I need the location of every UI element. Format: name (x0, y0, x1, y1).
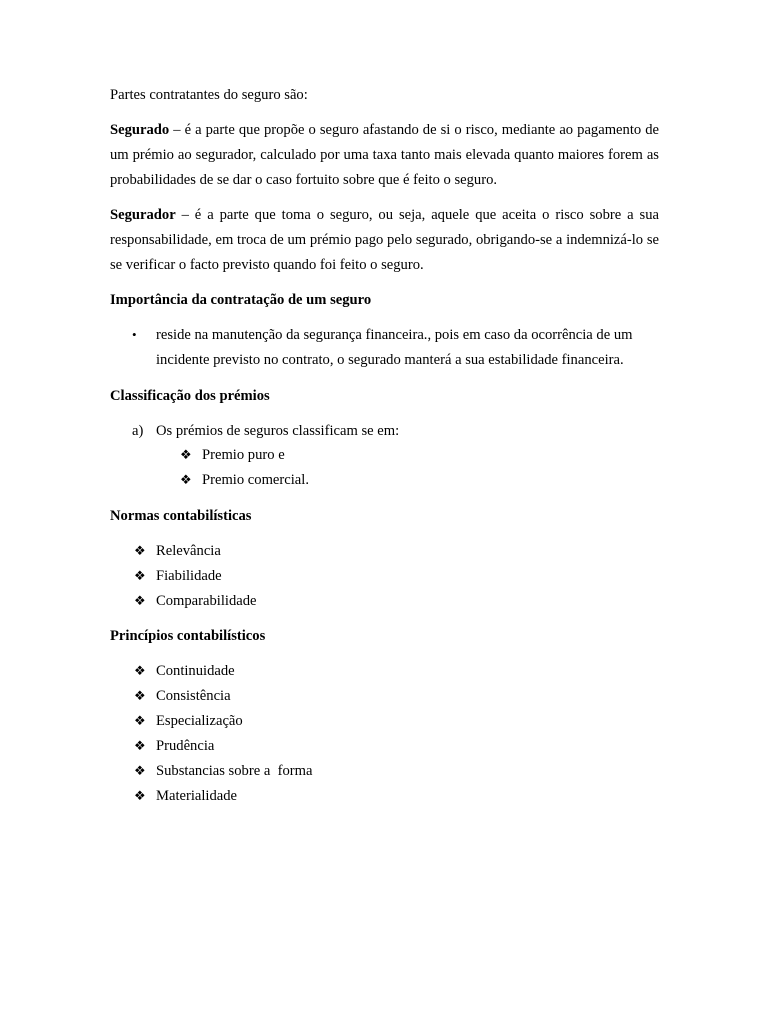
importancia-bullet-line-1: reside na manutenção da segurança financeira., pois em caso da ocorrência de um (156, 327, 633, 343)
segurado-term: Segurado (110, 122, 170, 138)
segurado-text: – é a parte que propõe o seguro afastando de si o risco, mediante ao pagamento de um prémio ao segurador, calculado por uma taxa tanto mais elevada quanto maiores forem as probabilidades de se dar o caso fortuito sobre que é feito o seguro. (110, 122, 659, 188)
diamond-bullet-icon: ❖ (134, 663, 146, 678)
segurado-paragraph (110, 118, 659, 193)
principios-item: Consistência (156, 688, 231, 704)
list-marker-a: a) (132, 423, 144, 439)
principios-item: Continuidade (156, 663, 235, 679)
diamond-bullet-icon: ❖ (180, 472, 192, 487)
normas-heading: Normas contabilísticas (110, 508, 252, 524)
normas-item: Comparabilidade (156, 593, 257, 609)
diamond-bullet-icon: ❖ (134, 688, 146, 703)
principios-item: Prudência (156, 738, 215, 754)
diamond-bullet-icon: ❖ (180, 447, 192, 462)
diamond-bullet-icon: ❖ (134, 763, 146, 778)
classificacao-item: Os prémios de seguros classificam se em: (156, 423, 400, 439)
diamond-bullet-icon: ❖ (134, 593, 146, 608)
diamond-bullet-icon: ❖ (134, 543, 146, 558)
principios-item: Materialidade (156, 788, 238, 804)
classificacao-subitem: Premio comercial. (202, 472, 309, 488)
diamond-bullet-icon: ❖ (134, 568, 146, 583)
diamond-bullet-icon: ❖ (134, 788, 146, 803)
classificacao-heading: Classificação dos prémios (110, 388, 270, 404)
bullet-dot-icon: • (132, 327, 137, 342)
segurador-text: – é a parte que toma o seguro, ou seja, aquele que aceita o risco sobre a sua responsabilidade, em troca de um prémio pago pelo segurado, obrigando-se a indemnizá-lo se se verificar o facto previsto quando foi feito o seguro. (110, 207, 659, 273)
principios-item: Especialização (156, 713, 243, 729)
segurador-paragraph (110, 203, 659, 278)
principios-item: Substancias sobre a forma (156, 763, 313, 779)
principios-heading: Princípios contabilísticos (110, 628, 266, 644)
diamond-bullet-icon: ❖ (134, 738, 146, 753)
segurador-term: Segurador (110, 207, 176, 223)
importancia-heading: Importância da contratação de um seguro (110, 292, 372, 308)
classificacao-subitem: Premio puro e (202, 447, 285, 463)
importancia-bullet-line-2: incidente previsto no contrato, o segurado manterá a sua estabilidade financeira. (156, 352, 624, 368)
normas-item: Relevância (156, 543, 221, 559)
diamond-bullet-icon: ❖ (134, 713, 146, 728)
intro-text: Partes contratantes do seguro são: (110, 87, 308, 103)
normas-item: Fiabilidade (156, 568, 222, 584)
